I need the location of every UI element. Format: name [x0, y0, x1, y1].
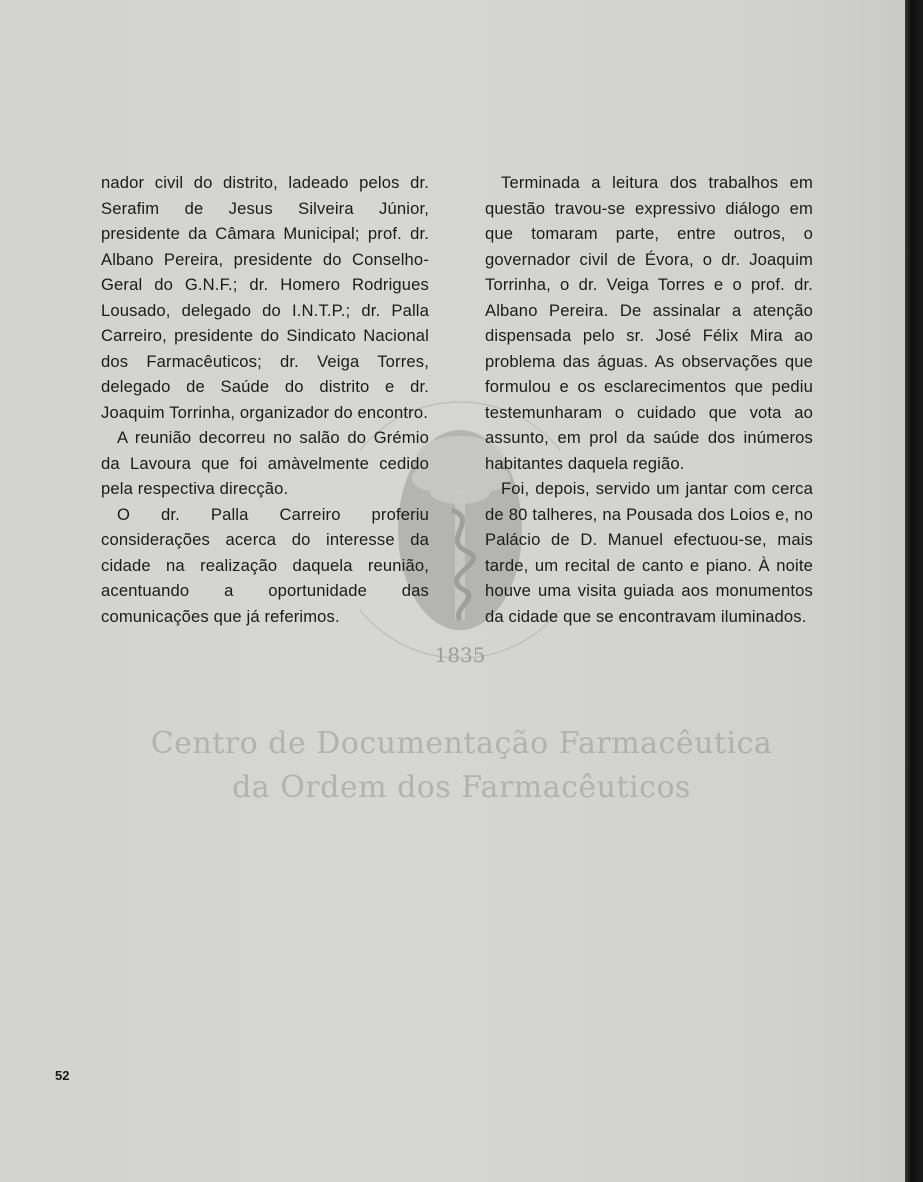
left-paragraph-3: O dr. Palla Carreiro proferiu considerações acerca do interesse da cidade na realização daquela reunião, acentuando a oportunidade das comunicações que já referimos.: [101, 504, 429, 626]
page-number: 52: [55, 1068, 70, 1083]
left-paragraph-2: A reunião decorreu no salão do Grémio da Lavoura que foi amàvelmente cedido pela respectiva direcção.: [101, 428, 429, 498]
right-text-column: [485, 170, 813, 629]
watermark-line-2: da Ordem dos Farmacêuticos: [232, 770, 691, 805]
scan-edge-shadow: [905, 0, 923, 1182]
watermark-line-1: Centro de Documentação Farmacêutica: [150, 726, 773, 761]
seal-year: 1835: [434, 643, 486, 667]
left-paragraph-1: nador civil do distrito, ladeado pelos dr. Serafim de Jesus Silveira Júnior, presidente da Câmara Municipal; prof. dr. Albano Pereira, presidente do Conselho-Geral do G.N.F.; dr. Homero Rodrigues Lousado, delegado do I.N.T.P.; dr. Palla Carreiro, presidente do Sindicato Nacional dos Farmacêuticos; dr. Veiga Torres, delegado de Saúde do distrito e dr. Joaquim Torrinha, organizador do encontro.: [101, 173, 429, 422]
left-text-column: [101, 170, 429, 629]
right-paragraph-1: Terminada a leitura dos trabalhos em questão travou-se expressivo diálogo em que tomaram parte, entre outros, o governador civil de Évora, o dr. Joaquim Torrinha, o dr. Veiga Torres e o prof. dr. Albano Pereira. De assinalar a atenção dispensada pelo sr. José Félix Mira ao problema das águas. As observações que formulou e os esclarecimentos que pediu testemunharam o cuidado que vota ao assunto, em prol da saúde dos inúmeros habitantes daquela região.: [485, 173, 813, 473]
right-paragraph-2: Foi, depois, servido um jantar com cerca de 80 talheres, na Pousada dos Loios e, no Palácio de D. Manuel efectuou-se, mais tarde, um recital de canto e piano. À noite houve uma visita guiada aos monumentos da cidade que se encontravam iluminados.: [485, 479, 813, 626]
